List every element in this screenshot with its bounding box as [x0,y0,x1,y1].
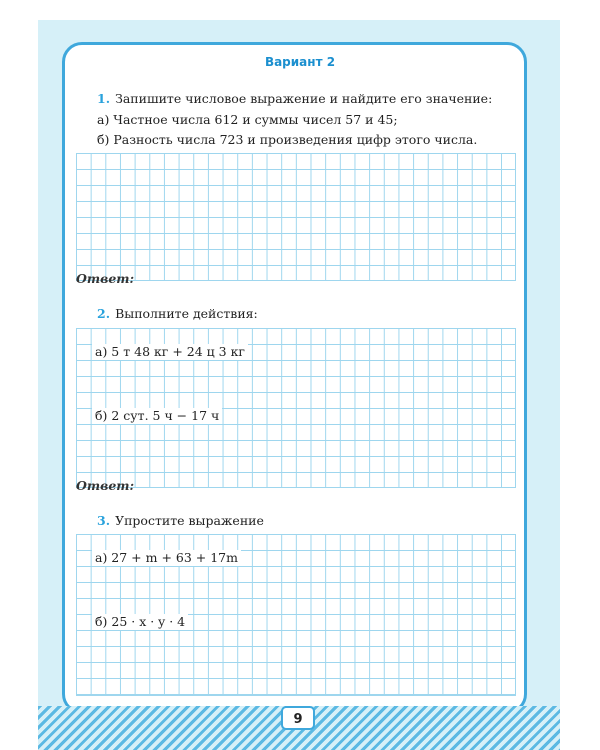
task-3-number: 3. [97,513,111,528]
task-2-heading [97,306,258,321]
task-1-number: 1. [97,91,111,106]
task-1-item-b: б) Разность числа 723 и произведения цифр этого числа. [97,132,478,147]
task-1-item-a: а) Частное числа 612 и суммы чисел 57 и 45; [97,112,398,127]
task-2-item-b: б) 2 сут. 5 ч − 17 ч [92,408,222,424]
task-2-answer-grid[interactable] [76,328,516,488]
task-2-item-a: а) 5 т 48 кг + 24 ц 3 кг [92,344,248,360]
task-2-answer-label: Ответ: [76,478,135,493]
task-3-item-a: а) 27 + m + 63 + 17m [92,550,241,566]
task-3-answer-grid[interactable] [76,534,516,696]
task-3-instruction: Упростите выражение [115,513,264,528]
task-1-answer-grid[interactable] [76,153,516,281]
page-number: 9 [281,706,315,730]
task-1-heading [97,91,492,106]
task-2-number: 2. [97,306,111,321]
task-3-item-b: б) 25 · x · y · 4 [92,614,188,630]
task-3-heading [97,513,264,528]
variant-title: Вариант 2 [264,55,336,69]
task-1-instruction: Запишите числовое выражение и найдите его значение: [115,91,493,106]
task-1-answer-label: Ответ: [76,271,135,286]
task-2-instruction: Выполните действия: [115,306,258,321]
